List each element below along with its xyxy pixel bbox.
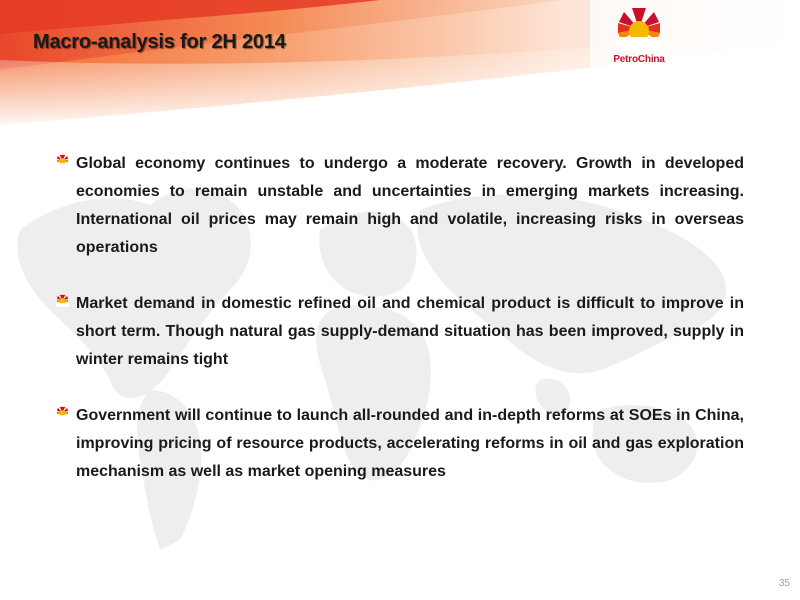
- logo-text: PetroChina: [613, 54, 665, 65]
- petrochina-sun-icon: [616, 6, 662, 52]
- bullet-sun-icon: [56, 406, 69, 419]
- bullet-sun-icon: [56, 294, 69, 307]
- bullet-text: Market demand in domestic refined oil and chemical product is difficult to improve in short term. Though natural gas supply-demand situation has been improved, supply in winter remains tight: [76, 295, 744, 368]
- list-item: [56, 402, 744, 486]
- list-item: [56, 150, 744, 262]
- bullet-text: Government will continue to launch all-rounded and in-depth reforms at SOEs in China, improving pricing of resource products, accelerating reforms in oil and gas exploration mechanism as well as market opening measures: [76, 407, 744, 480]
- list-item: [56, 290, 744, 374]
- petrochina-logo: [606, 6, 672, 68]
- page-number: 35: [778, 578, 790, 589]
- bullet-list: [56, 150, 744, 486]
- bullet-text: Global economy continues to undergo a moderate recovery. Growth in developed economies to remain unstable and uncertainties in emerging markets increasing. International oil prices may remain high and volatile, increasing risks in overseas operations: [76, 155, 744, 256]
- slide-title: Macro-analysis for 2H 2014: [33, 31, 286, 53]
- bullet-sun-icon: [56, 154, 69, 167]
